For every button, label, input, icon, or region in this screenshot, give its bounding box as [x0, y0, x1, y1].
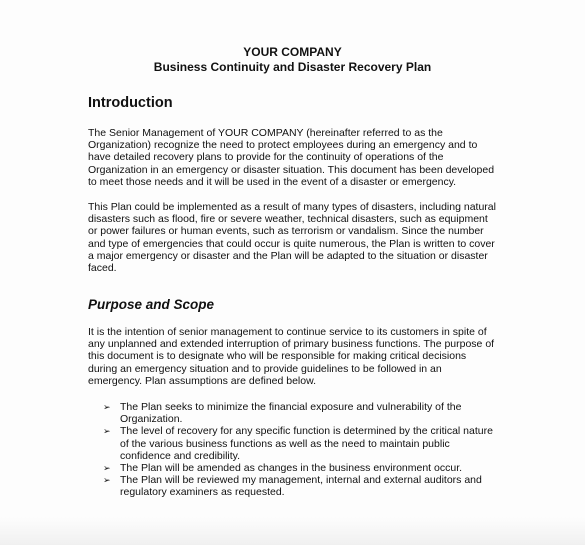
page-bottom-fade	[0, 517, 585, 545]
introduction-paragraph-1	[88, 127, 508, 188]
text-line: confidence and credibility.	[120, 449, 241, 462]
text-line: a major emergency or disaster and the Plan will be adapted to the situation or disaster	[88, 249, 488, 262]
arrow-bullet-icon: ➢	[103, 463, 111, 474]
assumptions-list	[103, 401, 513, 499]
text-line: during an emergency situation and to provide guidelines to be followed in an	[88, 362, 442, 375]
purpose-paragraph	[88, 326, 508, 387]
list-item	[103, 474, 513, 498]
text-line: or power failures or human events, such as terrorism or vandalism. Since the number	[88, 225, 484, 238]
text-line: emergency. Plan assumptions are defined below.	[88, 374, 317, 387]
text-line: have detailed recovery plans to provide for the continuity of operations of the	[88, 151, 444, 164]
text-line: It is the intention of senior management to continue service to its customers in spite of	[88, 326, 487, 338]
text-line: The Plan will be amended as changes in the business environment occur.	[120, 462, 463, 475]
text-line: this document is to designate who will be responsible for making critical decisions	[88, 350, 467, 363]
arrow-bullet-icon: ➢	[103, 475, 111, 486]
text-line: Organization) recognize the need to protect employees during an emergency and to	[88, 139, 478, 152]
text-line: This Plan could be implemented as a result of many types of disasters, including natural	[88, 201, 496, 213]
introduction-heading: Introduction	[88, 95, 173, 111]
text-line: The Senior Management of YOUR COMPANY (hereinafter referred to as the	[88, 127, 443, 139]
list-item	[103, 425, 513, 462]
introduction-paragraph-2	[88, 201, 508, 274]
text-line: Organization.	[120, 413, 183, 426]
list-item	[103, 401, 513, 425]
text-line: regulatory examiners as requested.	[120, 486, 285, 499]
text-line: The level of recovery for any specific function is determined by the critical nature	[120, 425, 493, 438]
list-item	[103, 462, 513, 474]
text-line: any unplanned and extended interruption of primary business functions. The purpose of	[88, 338, 495, 351]
purpose-heading: Purpose and Scope	[88, 297, 215, 312]
text-line: and type of emergencies that could occur is quite numerous, the Plan is written to cover	[88, 237, 495, 250]
company-name: YOUR COMPANY	[243, 45, 342, 59]
text-line: of the various business functions as well as the need to maintain public	[120, 437, 450, 450]
text-line: Organization in an emergency or disaster situation. This document has been developed	[88, 163, 495, 176]
text-line: The Plan seeks to minimize the financial exposure and vulnerability of the	[120, 401, 462, 413]
text-line: faced.	[88, 262, 117, 275]
text-line: disasters such as flood, fire or severe weather, technical disasters, such as equipment	[88, 213, 488, 226]
text-line: to meet those needs and it will be used in the event of a disaster or emergency.	[88, 175, 457, 188]
plan-title: Business Continuity and Disaster Recovery Plan	[153, 60, 432, 74]
arrow-bullet-icon: ➢	[103, 426, 111, 437]
text-line: The Plan will be reviewed my management, internal and external auditors and	[120, 474, 482, 487]
arrow-bullet-icon: ➢	[103, 402, 111, 412]
